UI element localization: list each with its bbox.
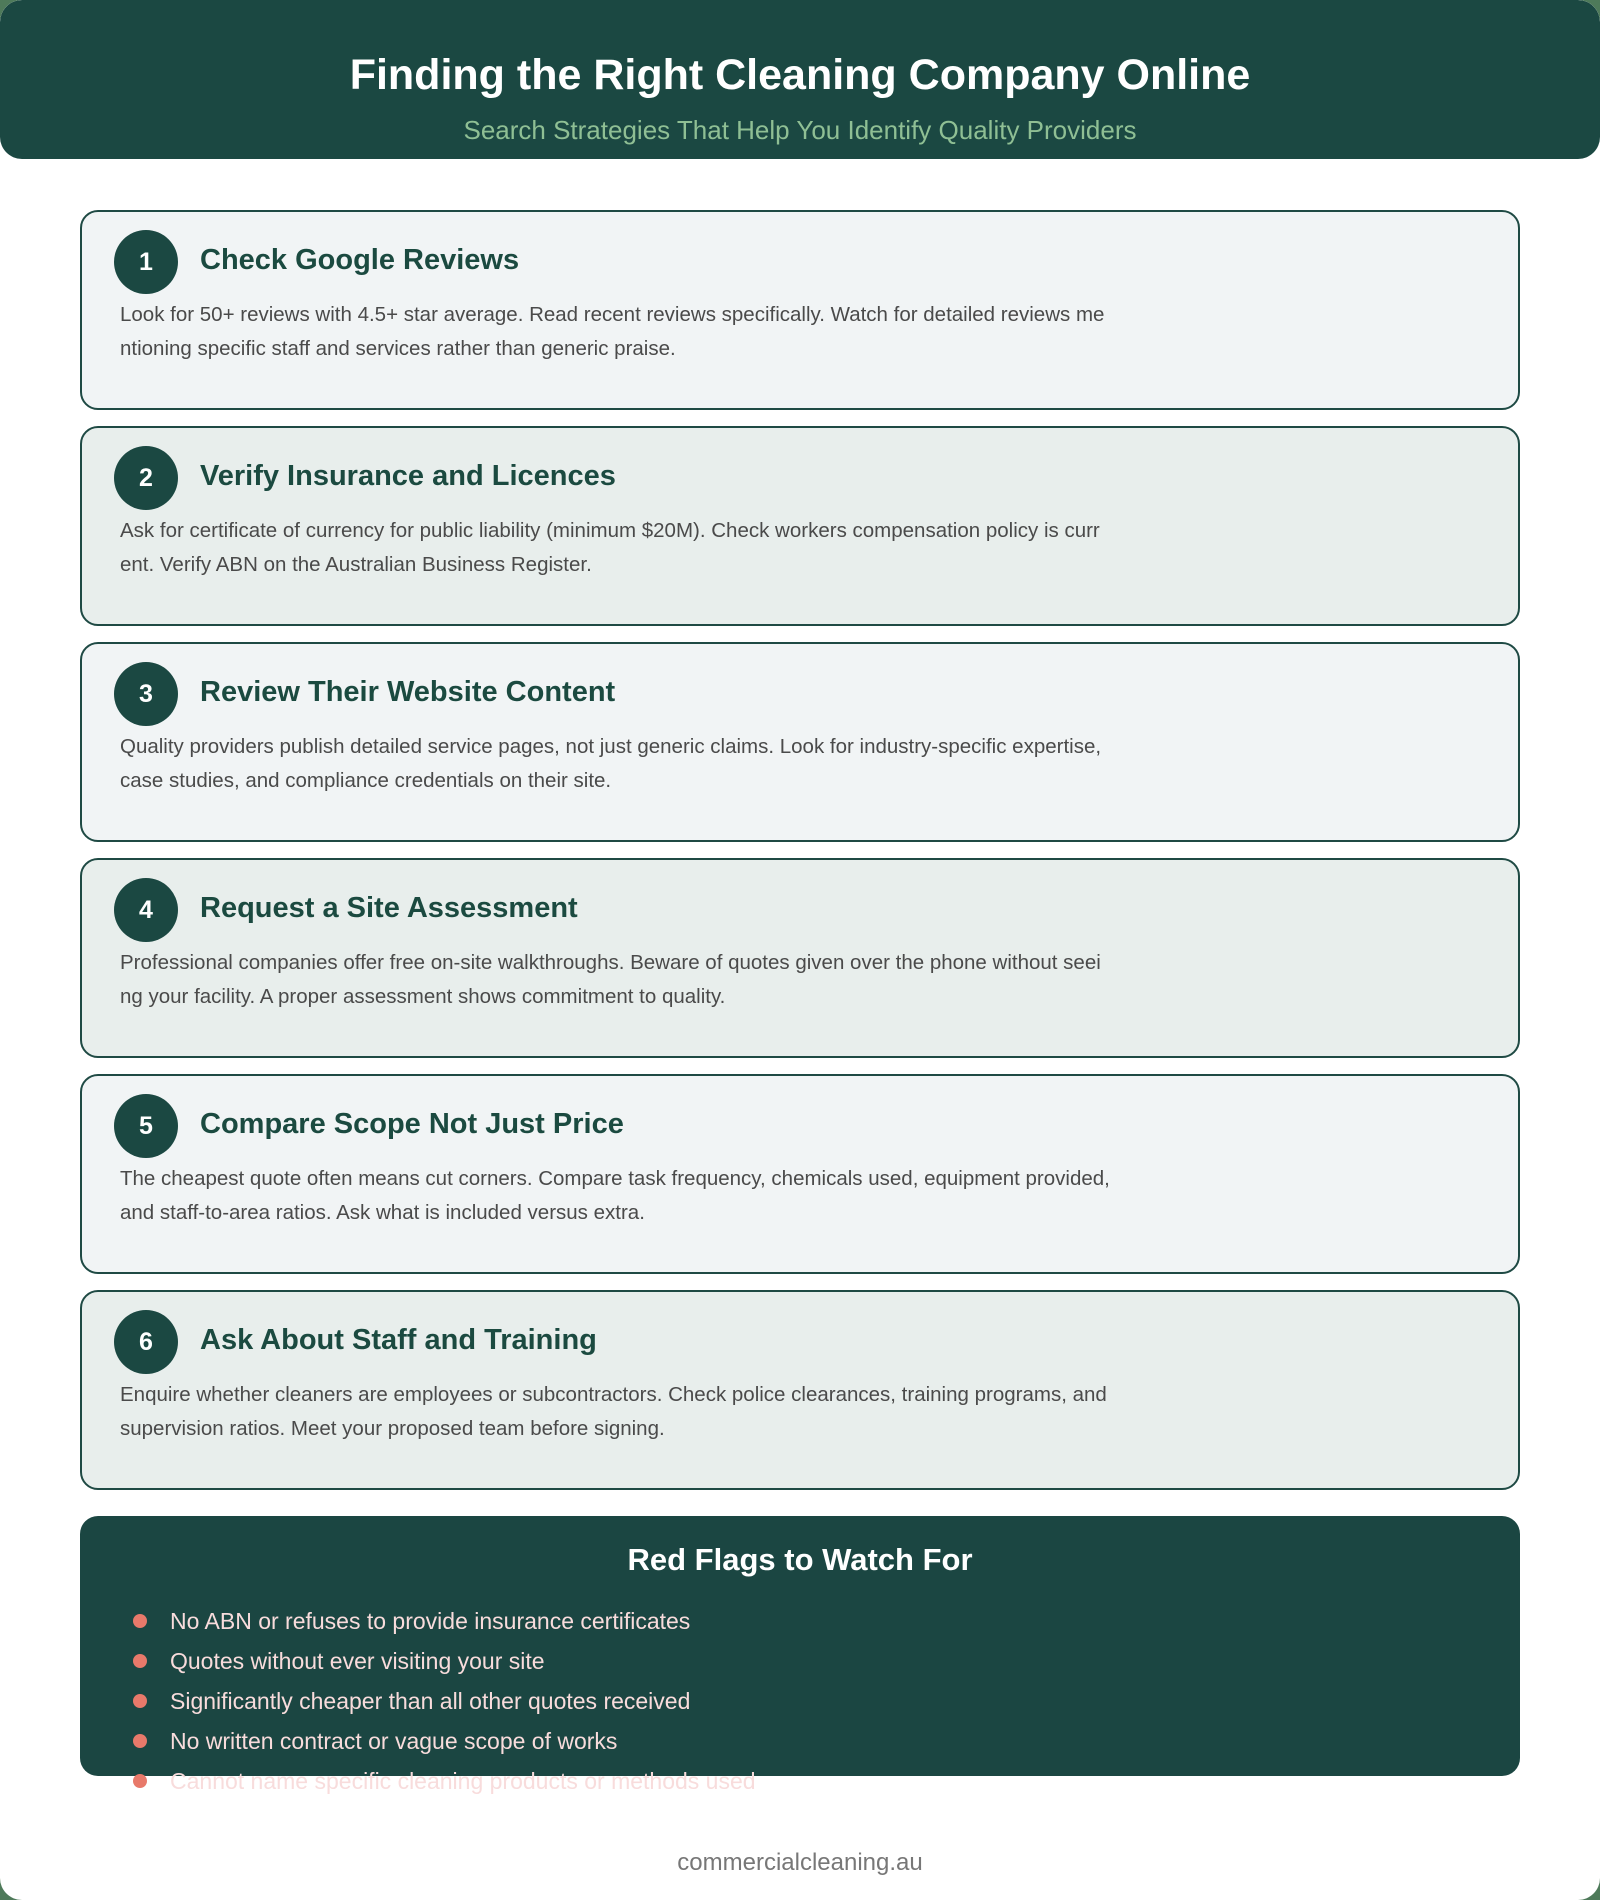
red-flag-item (133, 1681, 756, 1721)
bullet-dot-icon (133, 1654, 147, 1668)
step-description: Look for 50+ reviews with 4.5+ star average. Read recent reviews specifically. Watch for detailed reviews mentioning specific staff and services rather than generic praise. (120, 303, 1105, 360)
red-flags-panel (80, 1516, 1520, 1794)
red-flags-list (133, 1601, 756, 1801)
red-flag-text: Quotes without ever visiting your site (170, 1648, 545, 1674)
bullet-dot-icon (133, 1614, 147, 1628)
bullet-dot-icon (133, 1694, 147, 1708)
step-title: Request a Site Assessment (200, 892, 578, 924)
step-card-6 (80, 1290, 1520, 1490)
step-description: Professional companies offer free on-site walkthroughs. Beware of quotes given over the phone without seeing your facility. A proper assessment shows commitment to quality. (120, 951, 1101, 1008)
red-flag-text: No ABN or refuses to provide insurance certificates (170, 1608, 691, 1634)
step-card-1 (80, 210, 1520, 410)
step-number-badge: 1 (114, 230, 178, 294)
step-number-badge: 5 (114, 1094, 178, 1158)
step-title: Ask About Staff and Training (200, 1324, 597, 1356)
step-card-3 (80, 642, 1520, 842)
header-banner (0, 0, 1600, 159)
page-subtitle: Search Strategies That Help You Identify Quality Providers (463, 115, 1137, 145)
step-description: Enquire whether cleaners are employees or subcontractors. Check police clearances, training programs, and supervision ratios. Meet your proposed team before signing. (120, 1383, 1107, 1440)
step-card-5 (80, 1074, 1520, 1274)
step-description: Quality providers publish detailed service pages, not just generic claims. Look for industry-specific expertise, case studies, and compliance credentials on their site. (120, 735, 1102, 792)
step-number-badge: 3 (114, 662, 178, 726)
red-flags-title: Red Flags to Watch For (627, 1542, 973, 1577)
page-title: Finding the Right Cleaning Company Online (349, 51, 1251, 99)
step-title: Check Google Reviews (200, 244, 520, 276)
step-number-badge: 6 (114, 1310, 178, 1374)
footer-domain: commercialcleaning.au (677, 1849, 923, 1876)
red-flag-text: Significantly cheaper than all other quotes received (170, 1688, 691, 1714)
red-flag-item (133, 1641, 756, 1681)
red-flag-text: Cannot name specific cleaning products or methods used (170, 1768, 756, 1794)
step-title: Verify Insurance and Licences (200, 460, 616, 492)
bullet-dot-icon (133, 1734, 147, 1748)
step-card-2 (80, 426, 1520, 626)
step-title: Review Their Website Content (200, 676, 616, 708)
red-flag-item (133, 1601, 756, 1641)
red-flag-text: No written contract or vague scope of works (170, 1728, 618, 1754)
step-description: Ask for certificate of currency for public liability (minimum $20M). Check workers compensation policy is current. Verify ABN on the Australian Business Register. (120, 519, 1100, 576)
step-description: The cheapest quote often means cut corners. Compare task frequency, chemicals used, equipment provided, and staff-to-area ratios. Ask what is included versus extra. (120, 1167, 1110, 1224)
step-card-4 (80, 858, 1520, 1058)
step-number-badge: 4 (114, 878, 178, 942)
red-flag-item (133, 1761, 756, 1801)
step-title: Compare Scope Not Just Price (200, 1108, 624, 1140)
red-flag-item (133, 1721, 756, 1761)
bullet-dot-icon (133, 1774, 147, 1788)
step-number-badge: 2 (114, 446, 178, 510)
